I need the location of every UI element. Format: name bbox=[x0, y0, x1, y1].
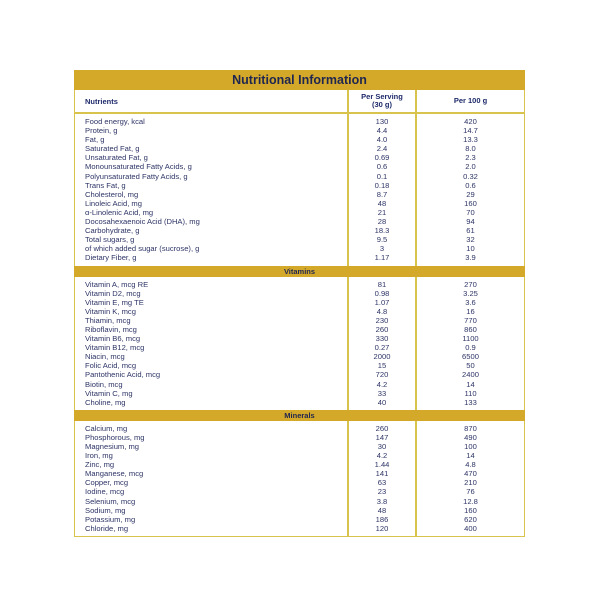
nutrient-name: Pantothenic Acid, mcg bbox=[85, 370, 161, 380]
per-serving-value: 0.69 bbox=[374, 153, 390, 163]
per-serving-value: 1.07 bbox=[374, 297, 390, 307]
nutrient-name: Vitamin E, mg TE bbox=[85, 297, 144, 307]
per-serving-value: 4.2 bbox=[376, 379, 388, 389]
per-100g-value: 76 bbox=[466, 487, 475, 497]
nutrient-name: Sodium, mg bbox=[85, 505, 126, 515]
header-per-serving-line1: Per Serving bbox=[361, 91, 403, 101]
per-serving-value: 21 bbox=[377, 207, 387, 217]
nutrient-name: Linoleic Acid, mg bbox=[85, 198, 142, 208]
per-100g-value: 70 bbox=[466, 207, 475, 217]
per-100g-value: 0.32 bbox=[463, 171, 478, 181]
per-100g-value: 3.25 bbox=[463, 288, 478, 298]
per-100g-value: 10 bbox=[466, 244, 475, 254]
table-title: Nutritional Information bbox=[74, 70, 525, 90]
per-serving-value: 0.18 bbox=[374, 180, 390, 190]
nutrient-name: Vitamin B12, mcg bbox=[85, 343, 145, 353]
per-serving-value: 30 bbox=[377, 442, 387, 451]
per-serving-value: 0.27 bbox=[374, 343, 390, 353]
nutrient-name: Iron, mg bbox=[85, 451, 113, 461]
header-per-serving-line2: (30 g) bbox=[371, 100, 392, 109]
nutrient-name: Monounsaturated Fatty Acids, g bbox=[85, 162, 192, 172]
nutrient-name: Food energy, kcal bbox=[85, 117, 145, 126]
per-serving-value: 330 bbox=[375, 334, 389, 344]
per-100g-value: 12.8 bbox=[463, 496, 478, 506]
header-nutrients: Nutrients bbox=[85, 96, 118, 106]
per-serving-value: 15 bbox=[377, 361, 387, 371]
per-serving-value: 48 bbox=[377, 505, 387, 515]
nutrient-name: Phosphorous, mg bbox=[85, 432, 145, 442]
per-serving-value: 0.6 bbox=[376, 162, 388, 172]
per-serving-value: 147 bbox=[375, 432, 389, 442]
per-serving-value: 4.0 bbox=[376, 135, 388, 145]
nutrient-name: Biotin, mcg bbox=[85, 379, 123, 389]
nutrient-name: Vitamin K, mcg bbox=[85, 306, 136, 316]
section-body bbox=[75, 277, 524, 410]
per-100g-value: 620 bbox=[464, 514, 477, 524]
per-100g-value: 770 bbox=[464, 315, 477, 325]
section-heading-minerals: Minerals bbox=[74, 410, 525, 421]
per-100g-value: 29 bbox=[466, 189, 475, 199]
per-serving-value: 0.98 bbox=[374, 288, 390, 298]
per-100g-value-column bbox=[415, 421, 524, 536]
nutrient-name: Choline, mg bbox=[85, 397, 126, 407]
per-100g-value: 160 bbox=[464, 505, 477, 515]
per-100g-value: 210 bbox=[464, 478, 477, 488]
per-100g-value: 400 bbox=[464, 523, 477, 533]
per-serving-value: 260 bbox=[375, 324, 389, 334]
nutrient-name-column bbox=[75, 277, 347, 410]
nutrient-name: Total sugars, g bbox=[85, 235, 135, 245]
per-100g-value: 2400 bbox=[462, 370, 479, 380]
nutrient-name: Iodine, mcg bbox=[85, 487, 125, 497]
per-serving-value: 8.7 bbox=[376, 189, 388, 199]
per-100g-value: 8.0 bbox=[465, 144, 476, 154]
per-100g-value: 100 bbox=[464, 442, 477, 451]
per-serving-value: 4.2 bbox=[376, 451, 388, 461]
per-serving-value: 130 bbox=[375, 117, 389, 126]
nutrient-name: Potassium, mg bbox=[85, 514, 136, 524]
per-serving-value: 3 bbox=[379, 244, 385, 254]
per-serving-value: 1.17 bbox=[374, 253, 390, 263]
per-100g-value: 1100 bbox=[462, 334, 479, 344]
per-serving-value-column bbox=[347, 277, 415, 410]
nutrition-table bbox=[74, 70, 525, 537]
per-serving-value: 0.1 bbox=[376, 171, 388, 181]
nutrient-name: Carbohydrate, g bbox=[85, 226, 140, 236]
nutrient-name: Unsaturated Fat, g bbox=[85, 153, 148, 163]
per-100g-value: 0.6 bbox=[465, 180, 476, 190]
nutrient-name: Riboflavin, mcg bbox=[85, 324, 137, 334]
nutrient-name: Calcium, mg bbox=[85, 423, 128, 433]
per-serving-value: 720 bbox=[375, 370, 389, 380]
per-serving-value: 40 bbox=[377, 397, 387, 407]
per-100g-value: 13.3 bbox=[463, 135, 478, 145]
header-per-serving bbox=[347, 90, 415, 112]
nutrient-name: Chloride, mg bbox=[85, 523, 129, 533]
nutrient-name: Dietary Fiber, g bbox=[85, 253, 137, 263]
nutrient-name: Vitamin C, mg bbox=[85, 388, 133, 398]
per-serving-value: 1.44 bbox=[374, 460, 390, 470]
per-serving-value: 63 bbox=[377, 478, 387, 488]
per-serving-value: 260 bbox=[375, 423, 389, 433]
nutrient-name: Magnesium, mg bbox=[85, 442, 140, 451]
per-100g-value: 14.7 bbox=[463, 126, 478, 136]
nutrient-name: of which added sugar (sucrose), g bbox=[85, 244, 200, 254]
section-body bbox=[75, 421, 524, 536]
per-serving-value: 23 bbox=[377, 487, 387, 497]
nutrient-name: Vitamin A, mcg RE bbox=[85, 279, 149, 289]
nutrient-name: Polyunsaturated Fatty Acids, g bbox=[85, 171, 188, 181]
per-100g-value: 3.6 bbox=[465, 297, 476, 307]
per-100g-value: 133 bbox=[464, 397, 477, 407]
per-100g-value: 160 bbox=[464, 198, 477, 208]
nutrient-name: Niacin, mcg bbox=[85, 352, 125, 362]
nutrient-name-column bbox=[75, 114, 347, 266]
per-100g-value: 470 bbox=[464, 469, 477, 479]
section-body bbox=[75, 114, 524, 266]
nutrient-name: α-Linolenic Acid, mg bbox=[85, 207, 154, 217]
per-serving-value: 48 bbox=[377, 198, 387, 208]
per-100g-value: 14 bbox=[466, 451, 475, 461]
nutrient-name: Copper, mcg bbox=[85, 478, 129, 488]
nutrient-name: Protein, g bbox=[85, 126, 118, 136]
table-body bbox=[75, 114, 524, 536]
per-100g-value: 50 bbox=[466, 361, 475, 371]
per-100g-value: 6500 bbox=[462, 352, 479, 362]
nutrient-name: Cholesterol, mg bbox=[85, 189, 139, 199]
nutrient-name: Trans Fat, g bbox=[85, 180, 126, 190]
nutrient-name: Manganese, mcg bbox=[85, 469, 144, 479]
header-per-100g: Per 100 g bbox=[415, 90, 524, 112]
per-serving-value: 186 bbox=[375, 514, 389, 524]
per-100g-value: 420 bbox=[464, 117, 477, 126]
per-serving-value: 2000 bbox=[373, 352, 391, 362]
per-100g-value: 490 bbox=[464, 432, 477, 442]
per-100g-value: 2.0 bbox=[465, 162, 476, 172]
per-100g-value: 14 bbox=[466, 379, 475, 389]
per-serving-value-column bbox=[347, 421, 415, 536]
section-heading-vitamins: Vitamins bbox=[74, 266, 525, 277]
nutrient-name: Vitamin D2, mcg bbox=[85, 288, 141, 298]
per-serving-value: 33 bbox=[377, 388, 387, 398]
per-100g-value: 870 bbox=[464, 423, 477, 433]
per-100g-value-column bbox=[415, 114, 524, 266]
nutrient-name: Docosahexaenoic Acid (DHA), mg bbox=[85, 217, 200, 227]
per-serving-value: 2.4 bbox=[376, 144, 388, 154]
per-100g-value: 110 bbox=[464, 388, 477, 398]
per-serving-value: 9.5 bbox=[376, 235, 388, 245]
per-serving-value: 230 bbox=[375, 315, 389, 325]
per-serving-value: 120 bbox=[375, 523, 389, 533]
nutrient-name: Folic Acid, mcg bbox=[85, 361, 137, 371]
per-serving-value: 4.8 bbox=[376, 306, 388, 316]
per-100g-value: 3.9 bbox=[465, 253, 476, 263]
per-serving-value: 28 bbox=[377, 217, 387, 227]
per-serving-value: 81 bbox=[377, 279, 387, 289]
nutrient-name-column bbox=[75, 421, 347, 536]
per-100g-value: 2.3 bbox=[465, 153, 476, 163]
per-serving-value: 4.4 bbox=[376, 126, 388, 136]
nutrient-name: Thiamin, mcg bbox=[85, 315, 131, 325]
nutrient-name: Selenium, mcg bbox=[85, 496, 136, 506]
nutrient-name: Saturated Fat, g bbox=[85, 144, 140, 154]
per-serving-value: 18.3 bbox=[374, 226, 390, 236]
nutrient-name: Zinc, mg bbox=[85, 460, 115, 470]
per-serving-value-column bbox=[347, 114, 415, 266]
per-100g-value: 860 bbox=[464, 324, 477, 334]
per-serving-value: 3.8 bbox=[376, 496, 388, 506]
per-100g-value: 16 bbox=[466, 306, 475, 316]
nutrient-name: Fat, g bbox=[85, 135, 105, 145]
per-100g-value: 4.8 bbox=[465, 460, 476, 470]
nutrient-name: Vitamin B6, mcg bbox=[85, 334, 141, 344]
per-100g-value: 32 bbox=[466, 235, 475, 245]
per-100g-value: 0.9 bbox=[465, 343, 476, 353]
per-100g-value: 270 bbox=[464, 279, 477, 289]
per-100g-value-column bbox=[415, 277, 524, 410]
per-serving-value: 141 bbox=[375, 469, 389, 479]
header-row bbox=[75, 90, 524, 114]
per-100g-value: 61 bbox=[466, 226, 475, 236]
per-100g-value: 94 bbox=[466, 217, 475, 227]
